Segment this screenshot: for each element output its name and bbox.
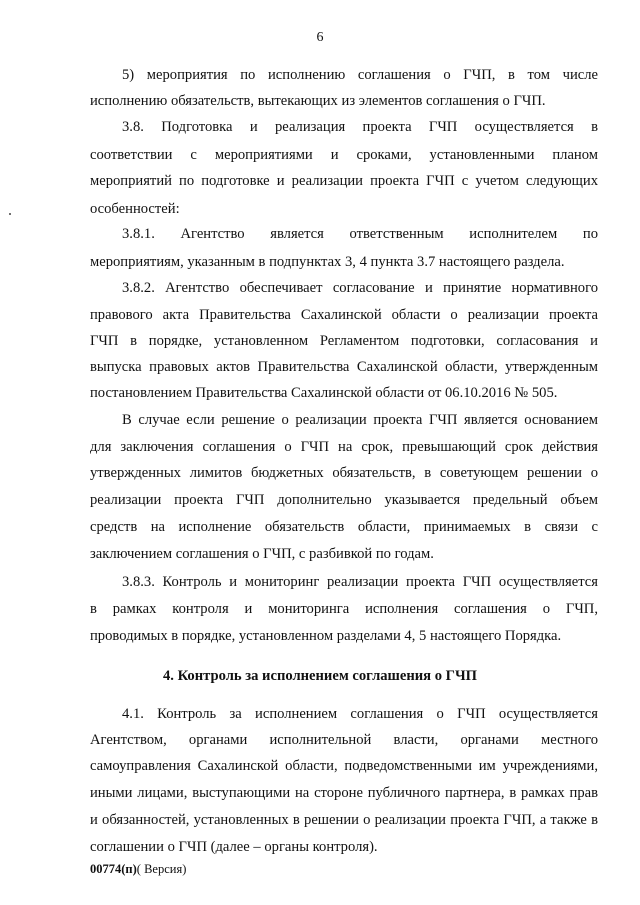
text-line: 5) мероприятия по исполнению соглашения о ГЧП, в том числе <box>122 67 598 83</box>
text-line: ГЧП в порядке, установленном Регламентом подготовки, согласования и <box>90 333 598 349</box>
document-version: ( Версия) <box>136 862 187 876</box>
footer <box>90 862 186 877</box>
text-line: соглашении о ГЧП (далее – органы контроля). <box>90 839 378 855</box>
text-line: Агентством, органами исполнительной власти, органами местного <box>90 732 598 748</box>
section-heading: 4. Контроль за исполнением соглашения о ГЧП <box>162 668 478 684</box>
document-code: 00774(п) <box>90 862 137 876</box>
text-line: 3.8.1. Агентство является ответственным исполнителем по <box>122 226 598 242</box>
text-line: самоуправления Сахалинской области, подведомственными им учреждениями, <box>90 758 598 774</box>
text-line: иными лицами, выступающими на стороне публичного партнера, в рамках прав <box>90 785 598 801</box>
text-line: исполнению обязательств, вытекающих из элементов соглашения о ГЧП. <box>90 93 546 109</box>
text-line: 4.1. Контроль за исполнением соглашения о ГЧП осуществляется <box>122 706 598 722</box>
text-line: утвержденных лимитов бюджетных обязательств, в советующем решении о <box>90 465 598 481</box>
text-line: в рамках контроля и мониторинга исполнения соглашения о ГЧП, <box>90 601 598 617</box>
text-line: проводимых в порядке, установленном разделами 4, 5 настоящего Порядка. <box>90 628 562 644</box>
text-line: 3.8.2. Агентство обеспечивает согласование и принятие нормативного <box>122 280 598 296</box>
text-line: соответствии с мероприятиями и сроками, установленными планом <box>90 147 598 163</box>
text-line: мероприятиям, указанным в подпунктах 3, 4 пункта 3.7 настоящего раздела. <box>90 254 565 270</box>
text-line: В случае если решение о реализации проекта ГЧП является основанием <box>122 412 598 428</box>
text-line: и обязанностей, установленных в решении о реализации проекта ГЧП, а также в <box>90 812 598 828</box>
text-line: для заключения соглашения о ГЧП на срок, превышающий срок действия <box>90 439 598 455</box>
text-line: средств на исполнение обязательств области, принимаемых в связи с <box>90 519 598 535</box>
text-line: мероприятий по подготовке и реализации проекта ГЧП с учетом следующих <box>90 173 598 189</box>
text-line: заключением соглашения о ГЧП, с разбивкой по годам. <box>90 546 434 562</box>
text-line: выпуска правовых актов Правительства Сахалинской области, утвержденным <box>90 359 598 375</box>
text-line: особенностей: <box>90 201 180 217</box>
text-line: постановлением Правительства Сахалинской области от 06.10.2016 № 505. <box>90 385 558 401</box>
text-line: 3.8.3. Контроль и мониторинг реализации проекта ГЧП осуществляется <box>122 574 598 590</box>
page-number: 6 <box>316 30 324 45</box>
text-line: правового акта Правительства Сахалинской области о реализации проекта <box>90 307 598 323</box>
text-line: 3.8. Подготовка и реализация проекта ГЧП осуществляется в <box>122 119 598 135</box>
scan-speck <box>9 213 11 215</box>
text-line: реализации проекта ГЧП дополнительно указывается предельный объем <box>90 492 598 508</box>
